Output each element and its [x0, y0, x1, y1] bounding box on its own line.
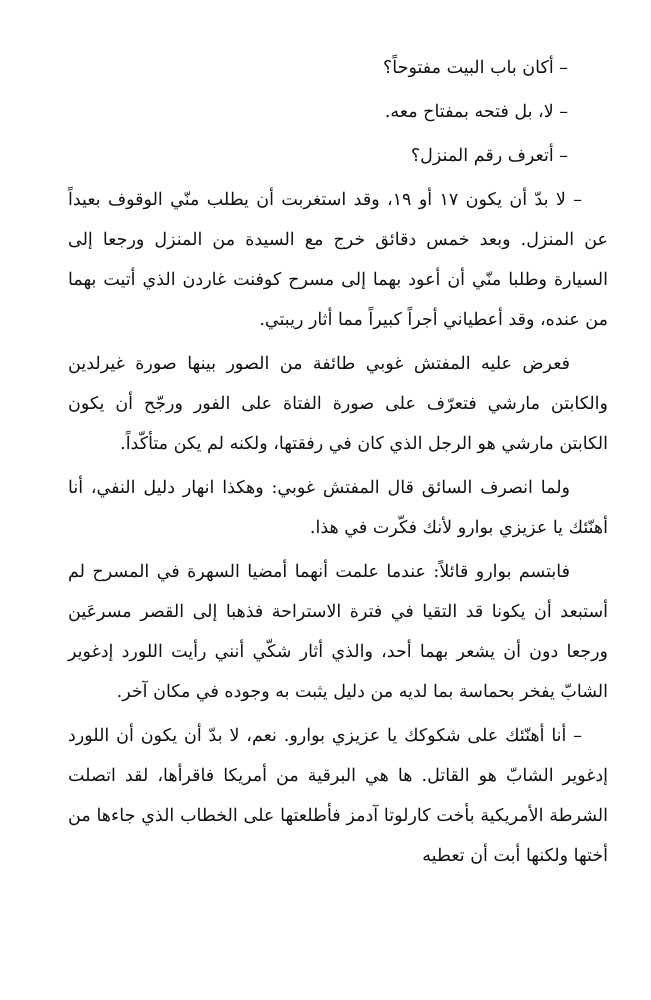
dialogue-line: – لا، بل فتحه بمفتاح معه. — [384, 102, 568, 122]
dialogue-paragraph: – أنا أهنّئك على شكوكك يا عزيزي بوارو. نعم، لا بدّ أن يكون أن اللورد إدغوير الشابّ هو القاتل. ها هي البرقية من أمريكا فاقرأها، لقد اتصلت الشرطة الأمريكية بأخت كارلوتا آدمز فأطلعتها على الخطاب الذي جاءها من أختها ولكنها أبت أن تعطيه — [68, 726, 608, 866]
dialogue-line: – أتعرف رقم المنزل؟ — [410, 146, 568, 166]
dialogue-paragraph: – لا بدّ أن يكون ١٧ أو ١٩، وقد استغربت أن يطلب منّي الوقوف بعيداً عن المنزل. وبعد خمس دقائق خرج مع السيدة من المنزل ورجعا إلى السيارة وطلبا منّي أن أعود بهما إلى مسرح كوفنت غاردن الذي أتيت بهما من عنده، وقد أعطياني أجراً كبيراً مما أثار ريبتي. — [68, 190, 608, 330]
book-page — [68, 48, 608, 876]
body-paragraph: ولما انصرف السائق قال المفتش غوبي: وهكذا انهار دليل النفي، أنا أهنّئك يا عزيزي بوارو لأنك فكّرت في هذا. — [68, 478, 608, 538]
body-paragraph: فعرض عليه المفتش غوبي طائفة من الصور بينها صورة غيرلدين والكابتن مارشي فتعرّف على صورة الفتاة على الفور ورجّح أن يكون الكابتن مارشي هو الرجل الذي كان في رفقتها، ولكنه لم يكن متأكّداً. — [68, 354, 608, 454]
dialogue-line: – أكان باب البيت مفتوحاً؟ — [383, 58, 568, 78]
body-paragraph: فابتسم بوارو قائلاً: عندما علمت أنهما أمضيا السهرة في المسرح لم أستبعد أن يكونا قد التقيا في فترة الاستراحة فذهبا إلى القصر مسرعَين ورجعا دون أن يشعر بهما أحد، والذي أثار شكّي أنني رأيت اللورد إدغوير الشابّ يفخر بحماسة بما لديه من دليل يثبت به وجوده في مكان آخر. — [68, 562, 608, 702]
